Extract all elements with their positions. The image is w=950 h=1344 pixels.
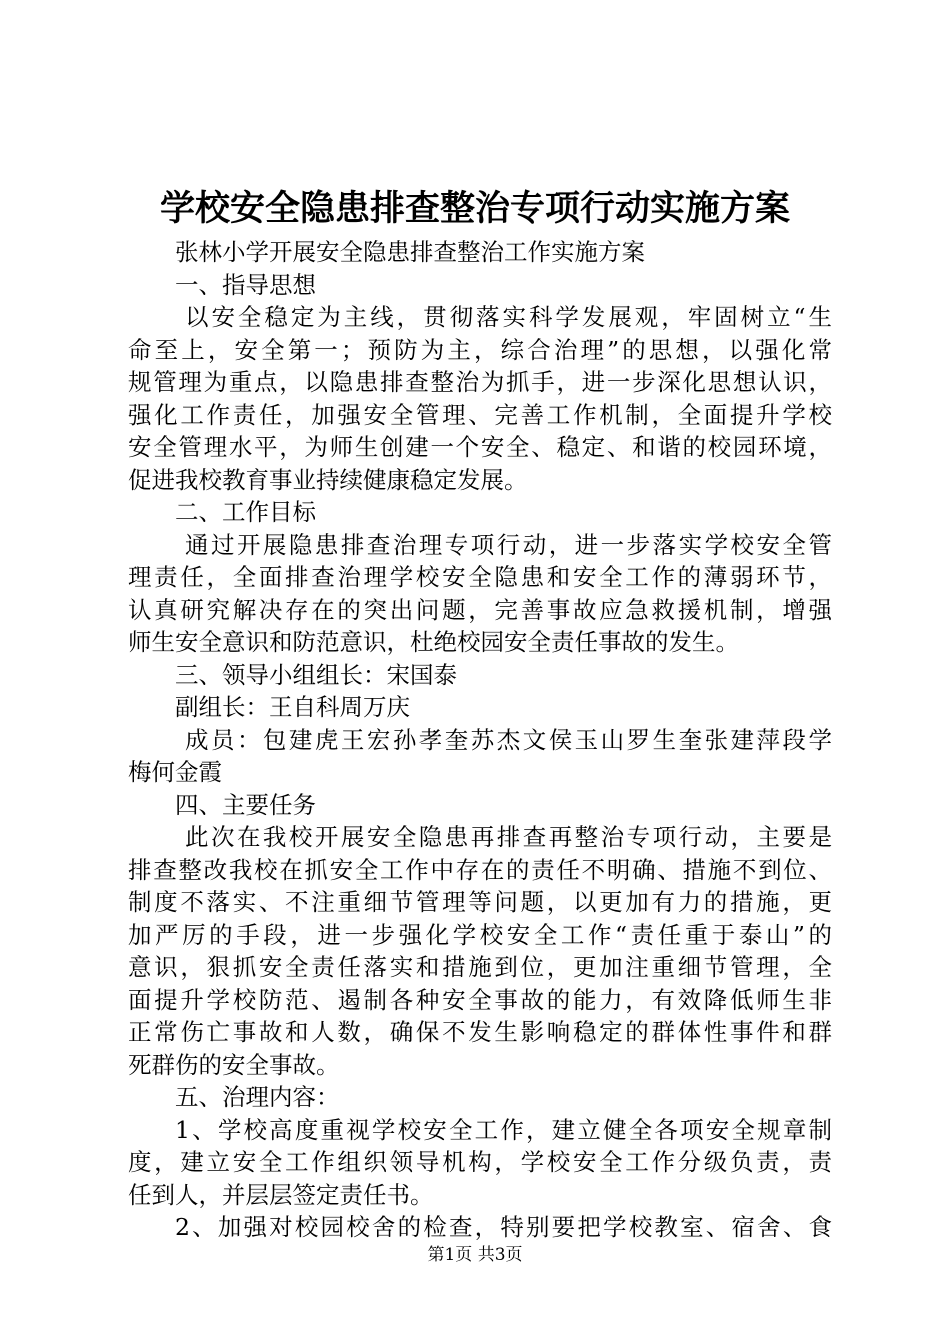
body-line: 任到人，并层层签定责任书。 xyxy=(128,1180,434,1209)
body-line: 2、加强对校园校舍的检查，特别要把学校教室、宿舍、食 xyxy=(175,1213,832,1241)
body-line: 死群伤的安全事故。 xyxy=(128,1050,340,1079)
body-line: 排查整改我校在抓安全工作中存在的责任不明确、措施不到位、 xyxy=(128,855,832,884)
document-body xyxy=(128,236,832,1244)
body-line: 通过开展隐患排查治理专项行动，进一步落实学校安全管 xyxy=(185,530,832,559)
body-line: 四、主要任务 xyxy=(175,790,316,819)
body-line: 强化工作责任，加强安全管理、完善工作机制，全面提升学校 xyxy=(128,400,832,429)
body-line: 加严厉的手段，进一步强化学校安全工作“责任重于泰山”的 xyxy=(128,920,832,949)
body-line: 五、治理内容： xyxy=(175,1083,340,1111)
body-line: 安全管理水平，为师生创建一个安全、稳定、和谐的校园环境， xyxy=(128,433,832,461)
body-line: 意识，狠抓安全责任落实和措施到位，更加注重细节管理，全 xyxy=(128,953,832,981)
body-line: 制度不落实、不注重细节管理等问题，以更加有力的措施，更 xyxy=(128,888,832,916)
body-line: 此次在我校开展安全隐患再排查再整治专项行动，主要是 xyxy=(185,823,832,851)
body-line: 梅何金霞 xyxy=(128,758,222,786)
body-line: 副组长：王自科周万庆 xyxy=(175,693,410,721)
body-line: 三、领导小组组长：宋国泰 xyxy=(175,660,457,689)
body-line: 成员：包建虎王宏孙孝奎苏杰文侯玉山罗生奎张建萍段学 xyxy=(185,725,832,754)
body-line: 一、指导思想 xyxy=(175,270,316,299)
body-line: 师生安全意识和防范意识，杜绝校园安全责任事故的发生。 xyxy=(128,628,739,656)
body-line: 度，建立安全工作组织领导机构，学校安全工作分级负责，责 xyxy=(128,1148,832,1176)
body-line: 命至上，安全第一；预防为主，综合治理”的思想，以强化常 xyxy=(128,335,832,364)
body-line: 以安全稳定为主线，贯彻落实科学发展观，牢固树立“生 xyxy=(185,303,832,331)
body-line: 二、工作目标 xyxy=(175,498,316,526)
body-line: 正常伤亡事故和人数，确保不发生影响稳定的群体性事件和群 xyxy=(128,1018,832,1046)
body-line: 理责任，全面排查治理学校安全隐患和安全工作的薄弱环节， xyxy=(128,563,832,591)
body-line: 面提升学校防范、遏制各种安全事故的能力，有效降低师生非 xyxy=(128,985,832,1014)
body-line: 规管理为重点，以隐患排查整治为抓手，进一步深化思想认识， xyxy=(128,368,832,396)
page-footer: 第1页 共3页 xyxy=(427,1245,523,1265)
body-line: 认真研究解决存在的突出问题，完善事故应急救援机制，增强 xyxy=(128,595,832,624)
body-line: 张林小学开展安全隐患排查整治工作实施方案 xyxy=(175,238,645,266)
body-line: 促进我校教育事业持续健康稳定发展。 xyxy=(128,465,528,494)
body-line: 1、学校高度重视学校安全工作，建立健全各项安全规章制 xyxy=(175,1115,832,1144)
document-title: 学校安全隐患排查整治专项行动实施方案 xyxy=(159,188,790,229)
